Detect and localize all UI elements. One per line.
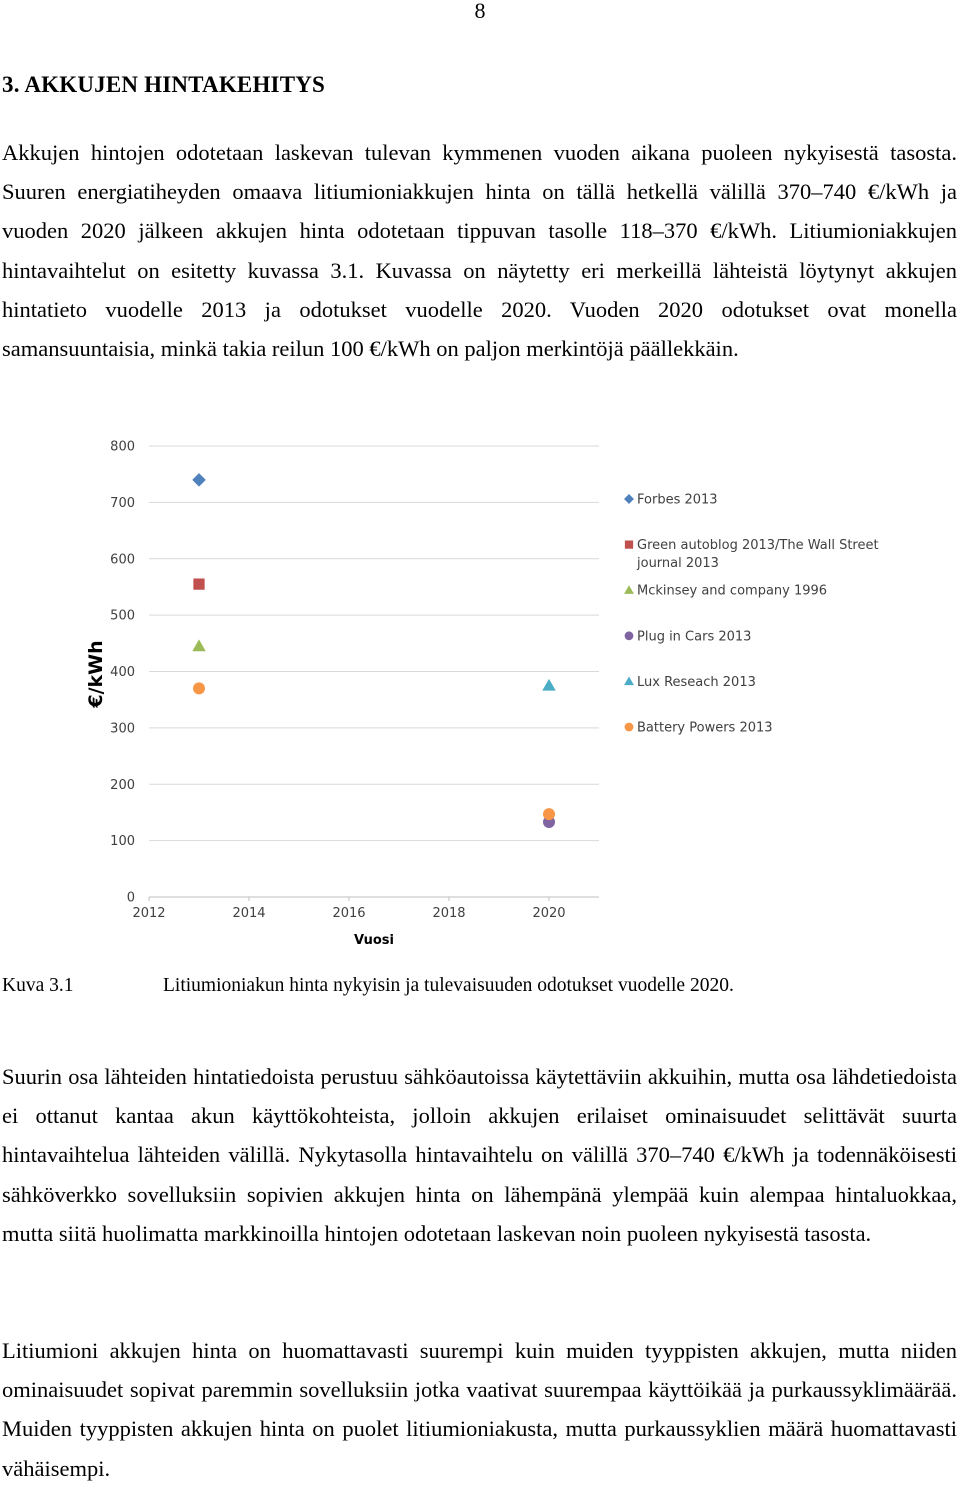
y-axis-label: €/kWh — [85, 640, 107, 708]
legend-label: journal 2013 — [637, 556, 719, 572]
legend-marker — [624, 585, 634, 594]
x-tick-label: 2016 — [332, 906, 366, 921]
gridlines — [149, 446, 599, 897]
page-number: 8 — [474, 0, 486, 23]
y-tick-label: 100 — [110, 834, 135, 850]
x-tick-label: 2020 — [532, 906, 566, 921]
y-tick-label: 400 — [110, 665, 135, 680]
legend-marker — [625, 723, 634, 732]
legend-label: Forbes 2013 — [637, 492, 718, 508]
data-point — [192, 473, 206, 487]
legend-label: Green autoblog 2013/The Wall Street — [637, 538, 879, 554]
y-tick-label: 300 — [110, 721, 135, 737]
legend-marker — [624, 676, 634, 685]
price-scatter-chart — [80, 432, 880, 952]
legend-label: Lux Reseach 2013 — [637, 674, 756, 690]
legend-label: Battery Powers 2013 — [637, 720, 773, 736]
y-tick-label: 600 — [110, 552, 135, 568]
y-tick-label: 200 — [110, 777, 135, 793]
axes — [149, 897, 599, 901]
x-tick-label: 2012 — [132, 906, 166, 921]
legend-marker — [625, 540, 633, 548]
y-tick-label: 500 — [110, 608, 135, 624]
legend-label: Plug in Cars 2013 — [637, 629, 752, 645]
paragraph-sources: Suurin osa lähteiden hintatiedoista perustuu sähköautoissa käytettäviin akkuihin, mutta osa lähdetiedoista ei ottanut kantaa akun käyttökohteista, jolloin akkujen erilaiset ominaisuudet selittävät suurta hintavaihtelua lähteiden välillä. Nykytasolla hintavaihtelu on välillä 370–740 €/kWh ja todennäköisesti sähköverkko sovelluksiin sopivien akkujen hinta on lähempänä ylempää kuin alempaa hintaluokkaa, mutta siitä huolimatta markkinoilla hintojen odotetaan laskevan noin puoleen nykyisestä tasosta. — [2, 1064, 957, 1246]
data-point — [193, 682, 205, 694]
tick-labels — [110, 440, 565, 922]
y-tick-label: 0 — [126, 890, 135, 906]
chart-svg — [80, 432, 880, 952]
x-tick-label: 2018 — [432, 906, 466, 921]
data-marks — [192, 473, 556, 828]
y-tick-label: 700 — [110, 495, 135, 511]
data-point — [193, 578, 204, 589]
paragraph-intro: Akkujen hintojen odotetaan laskevan tulevan kymmenen vuoden aikana puoleen nykyisestä tasosta. Suuren energiatiheyden omaava litiumioniakkujen hinta on tällä hetkellä välillä 370–740 €/kWh ja vuoden 2020 jälkeen akkujen hinta odotetaan tippuvan tasolle 118–370 €/kWh. Litiumioniakkujen hintavaihtelut on esitetty kuvassa 3.1. Kuvassa on näytetty eri merkeillä lähteistä löytynyt akkujen hintatieto vuodelle 2013 ja odotukset vuodelle 2020. Vuoden 2020 odotukset ovat monella samansuuntaisia, minkä takia reilun 100 €/kWh on paljon merkintöjä päällekkäin. — [2, 140, 957, 362]
legend-marker — [625, 631, 634, 640]
y-tick-label: 800 — [110, 439, 135, 455]
paragraph-comparison: Litiumioni akkujen hinta on huomattavasti suurempi kuin muiden tyyppisten akkujen, mutta niiden ominaisuudet sopivat paremmin sovelluksiin jotka vaativat suurempaa käyttöikää ja purkaussyklimäärää. Muiden tyyppisten akkujen hinta on puolet litiumioniakusta, mutta purkaussyklien määrä huomattavasti vähäisempi. — [2, 1338, 957, 1481]
caption-number: Kuva 3.1 — [2, 975, 74, 996]
caption-text: Litiumioniakun hinta nykyisin ja tulevaisuuden odotukset vuodelle 2020. — [163, 975, 734, 996]
data-point — [192, 639, 206, 651]
legend — [624, 493, 879, 736]
section-heading: 3. AKKUJEN HINTAKEHITYS — [2, 72, 326, 97]
x-tick-label: 2014 — [232, 906, 266, 921]
x-axis-label: Vuosi — [354, 933, 394, 948]
data-point — [542, 679, 556, 691]
legend-marker — [624, 494, 634, 504]
data-point — [543, 808, 555, 820]
legend-label: Mckinsey and company 1996 — [637, 583, 828, 599]
